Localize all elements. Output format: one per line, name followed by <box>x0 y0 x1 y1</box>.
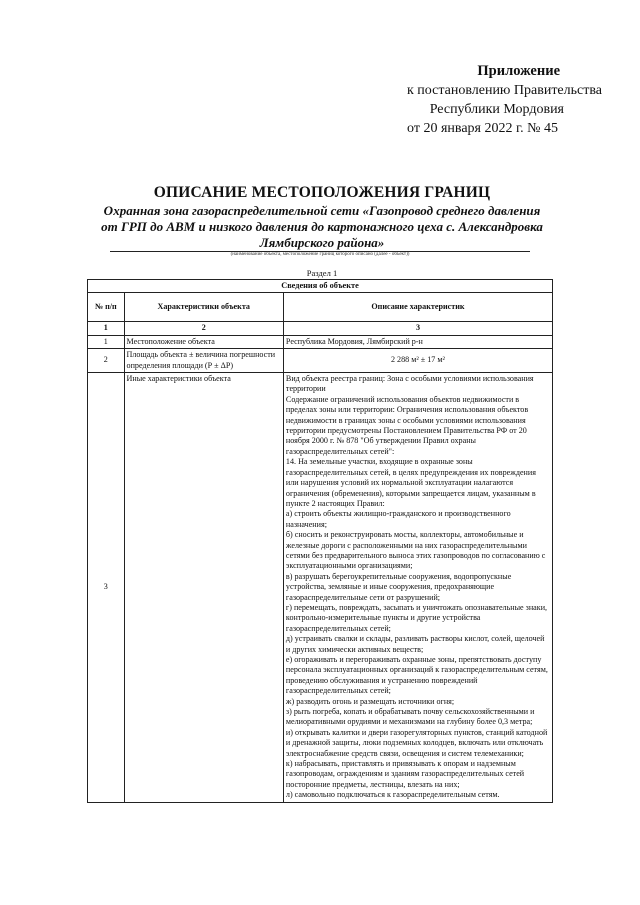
description-paragraph: Вид объекта реестра границ: Зона с особыми условиями использования территории <box>285 374 534 394</box>
description-paragraph: е) огораживать и перегораживать охранные зоны, препятствовать доступу персонала эксплуатационных организаций к газораспределительным сетям, проведению обслуживания и устранению повреждений газораспределительных сетей; <box>285 655 548 696</box>
table-header-row <box>88 293 553 322</box>
appendix-line-3: от 20 января 2022 г. № 45 <box>407 121 558 136</box>
row-number: 2 <box>88 349 125 373</box>
table-row <box>88 349 553 373</box>
table-heading: Сведения об объекте <box>88 280 553 293</box>
row-number: 1 <box>88 335 125 348</box>
table-row <box>88 373 553 803</box>
table-index-row <box>88 322 553 335</box>
description-paragraph: в) разрушать берегоукрепительные сооружения, водопропускные устройства, земляные и иные сооружения, предохраняющие газораспределительные сети от разрушений; <box>285 571 512 602</box>
description-paragraph: ж) разводить огонь и размещать источники огня; <box>285 696 455 706</box>
appendix-title: Приложение <box>477 63 560 79</box>
description-paragraph: а) строить объекты жилищно-гражданского и производственного назначения; <box>285 509 511 529</box>
document-subtitle: Охранная зона газораспределительной сети «Газопровод среднего давления от ГРП до АВМ и низкого давления до картонажного цеха с. Александровка Лямбирского района» <box>101 203 543 250</box>
description-paragraph: к) набрасывать, приставлять и привязывать к опорам и надземным газопроводам, ограждениям и зданиям газораспределительных сетей посторонние предметы, лестницы, влезать на них; <box>285 759 525 789</box>
row-value: Республика Мордовия, Лямбирский р-н <box>283 335 552 348</box>
index-cell: 1 <box>88 322 125 335</box>
section-label: Раздел 1 <box>306 268 338 278</box>
document-title: ОПИСАНИЕ МЕСТОПОЛОЖЕНИЯ ГРАНИЦ <box>153 184 491 201</box>
index-cell: 2 <box>124 322 283 335</box>
appendix-line-2: Республики Мордовия <box>429 102 564 117</box>
description-paragraph: и) открывать калитки и двери газорегуляторных пунктов, станций катодной и дренажной защиты, люки подземных колодцев, включать или отключать электроснабжение средств связи, освещения и систем телемеханики; <box>285 727 548 758</box>
index-cell: 3 <box>283 322 552 335</box>
description-paragraph: Содержание ограничений использования объектов недвижимости в пределах зоны или территории: Ограничения использования объектов недвижимости в границах зоны с особыми условиями использования территории предусмотрены Постановлением Правительства РФ от 20 ноября 2000 г. № 878 "Об утверждении Правил охраны газораспределительных сетей": <box>285 394 529 456</box>
row-label: Площадь объекта ± величина погрешности определения площади (Р ± ΔР) <box>124 349 283 373</box>
row-number: 3 <box>88 373 125 803</box>
description-paragraph: 14. На земельные участки, входящие в охранные зоны газораспределительных сетей, в целях предупреждения их повреждения или нарушения условий их нормальной эксплуатации налагаются ограничения (обременения), которыми запрещается лицам, указанным в пункте 2 настоящих Правил: <box>285 457 536 508</box>
description-paragraph: б) сносить и реконструировать мосты, коллекторы, автомобильные и железные дороги с расположенными на них газораспределительными сетями без предварительного выноса этих газопроводов по согласованию с эксплуатационными организациями; <box>285 530 546 571</box>
row-label: Местоположение объекта <box>124 335 283 348</box>
appendix-line-1: к постановлению Правительства <box>406 83 602 98</box>
description-paragraph: д) устраивать свалки и склады, разливать растворы кислот, солей, щелочей и других химически активных веществ; <box>285 634 545 654</box>
object-info-table <box>87 279 553 803</box>
table-row <box>88 335 553 348</box>
appendix-block <box>372 62 602 138</box>
header-num: № п/п <box>88 293 125 322</box>
description-paragraph: л) самовольно подключаться к газораспределительным сетям. <box>285 790 500 800</box>
table-heading-row <box>88 280 553 293</box>
row-description <box>283 373 552 803</box>
row-value: 2 288 м² ± 17 м² <box>283 349 552 373</box>
description-paragraph: г) перемещать, повреждать, засыпать и уничтожать опознавательные знаки, контрольно-измерительные пункты и другие устройства газораспределительных сетей; <box>285 602 548 633</box>
description-paragraph: з) рыть погреба, копать и обрабатывать почву сельскохозяйственными и мелиоративными орудиями и механизмами на глубину более 0,3 метра; <box>285 707 535 727</box>
header-characteristic: Характеристики объекта <box>124 293 283 322</box>
subtitle-note: (наименование объекта, местоположение границ которого описано (далее - объект)) <box>230 252 410 257</box>
header-description: Описание характеристик <box>283 293 552 322</box>
row-label: Иные характеристики объекта <box>124 373 283 803</box>
